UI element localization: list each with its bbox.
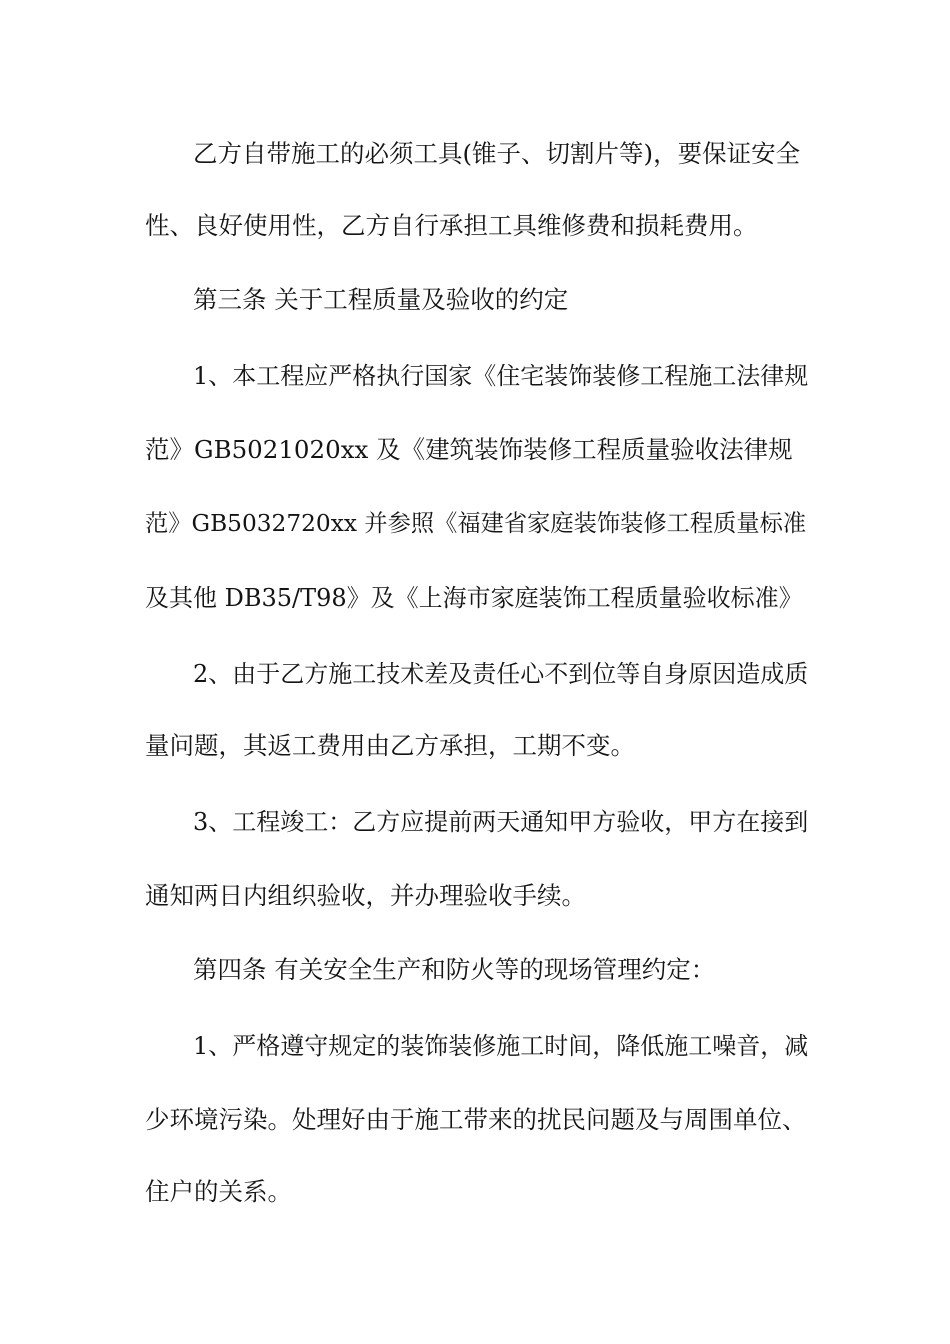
text-line: 及其他 DB35/T98》及《上海市家庭装饰工程质量验收标准》 <box>145 584 803 612</box>
text-line: 范》GB5032720xx 并参照《福建省家庭装饰装修工程质量标准 <box>145 510 807 537</box>
text-line: 量问题，其返工费用由乙方承担，工期不变。 <box>145 731 635 760</box>
section-heading: 第三条 关于工程质量及验收的约定 <box>193 285 569 314</box>
text-line: 性、良好使用性，乙方自行承担工具维修费和损耗费用。 <box>145 211 758 240</box>
text-line: 通知两日内组织验收，并办理验收手续。 <box>145 881 586 910</box>
text-line: 1、严格遵守规定的装饰装修施工时间，降低施工噪音，减 <box>193 1032 809 1060</box>
text-line: 乙方自带施工的必须工具(锥子、切割片等)，要保证安全 <box>193 139 801 168</box>
text-line: 范》GB5021020xx 及《建筑装饰装修工程质量验收法律规 <box>145 435 793 464</box>
text-line: 少环境污染。处理好由于施工带来的扰民问题及与周围单位、 <box>145 1105 807 1134</box>
text-line: 2、由于乙方施工技术差及责任心不到位等自身原因造成质 <box>193 660 809 688</box>
section-heading: 第四条 有关安全生产和防火等的现场管理约定： <box>193 955 716 984</box>
text-line: 3、工程竣工：乙方应提前两天通知甲方验收，甲方在接到 <box>193 808 809 836</box>
text-line: 住户的关系。 <box>145 1177 292 1206</box>
text-line: 1、本工程应严格执行国家《住宅装饰装修工程施工法律规 <box>193 362 809 390</box>
